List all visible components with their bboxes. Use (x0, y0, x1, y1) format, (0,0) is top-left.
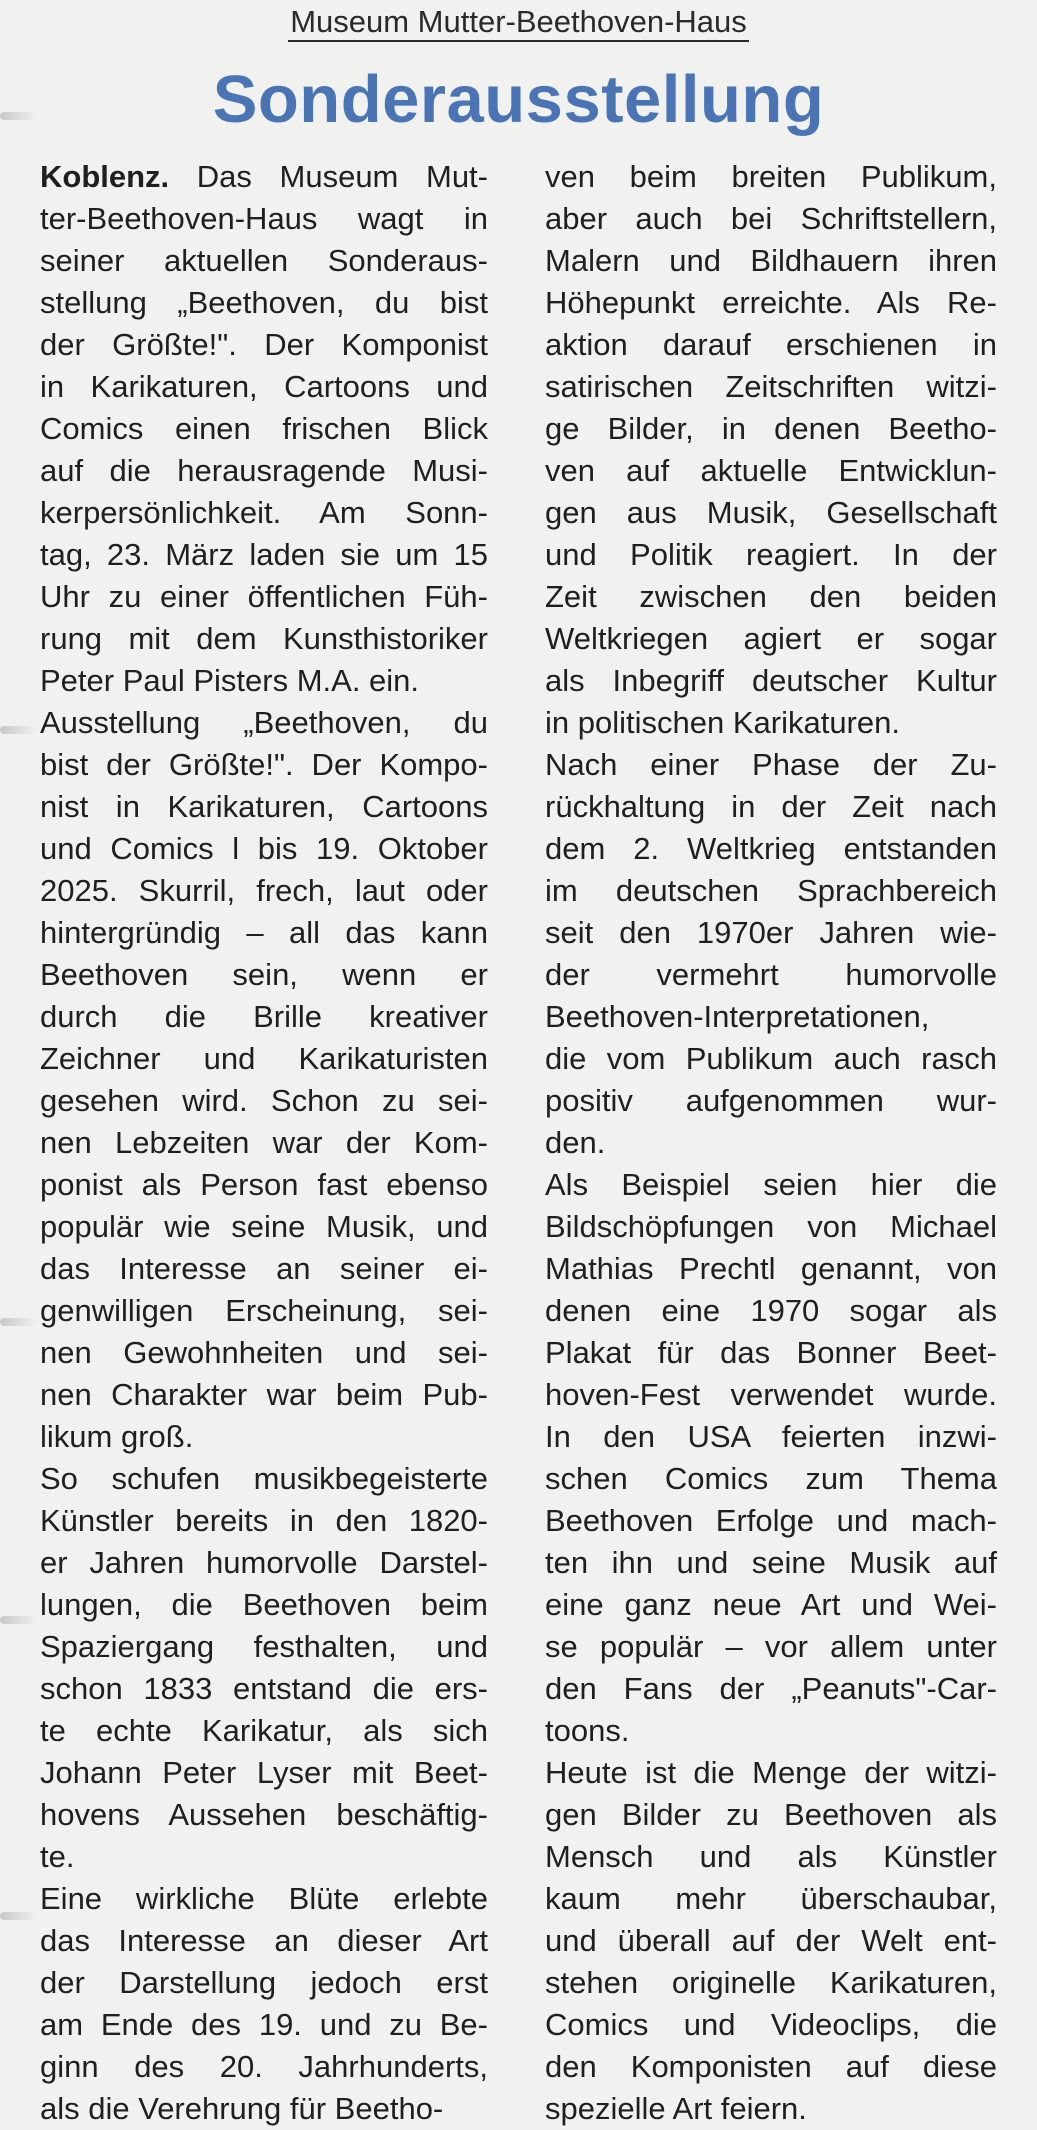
paper-edge-mark (0, 1616, 38, 1624)
text-line: satirischen Zeitschriften witzi- (545, 369, 997, 404)
paper-edge-mark (0, 726, 38, 734)
text-line: gen Bilder zu Beethoven als (545, 1797, 997, 1832)
text-line: stellung „Beethoven, du bist (40, 285, 488, 320)
text-line: schen Comics zum Thema (545, 1461, 997, 1496)
text-line: am Ende des 19. und zu Be- (40, 2007, 488, 2042)
text-line: Mensch und als Künstler (545, 1839, 997, 1874)
text-line: Als Beispiel seien hier die (545, 1167, 997, 1202)
text-line: Nach einer Phase der Zu- (545, 747, 997, 782)
article-column-left (40, 156, 488, 2130)
text-line: nist in Karikaturen, Cartoons (40, 789, 488, 824)
text-line (40, 156, 488, 198)
text-line: im deutschen Sprachbereich (545, 873, 997, 908)
text-line: ven beim breiten Publikum, (545, 159, 997, 194)
text-line: Malern und Bildhauern ihren (545, 243, 997, 278)
text-line: Bildschöpfungen von Michael (545, 1209, 997, 1244)
text-line: Comics und Videoclips, die (545, 2007, 997, 2042)
text-line: Mathias Prechtl genannt, von (545, 1251, 997, 1286)
text-line: Beethoven-Interpretationen, (545, 999, 930, 1034)
text-line: Künstler bereits in den 1820- (40, 1503, 488, 1538)
text-line: und überall auf der Welt ent- (545, 1923, 997, 1958)
paper-edge-mark (0, 1318, 38, 1326)
text-line: gesehen wird. Schon zu sei- (40, 1083, 488, 1118)
paper-edge-mark (0, 1912, 38, 1920)
kicker-text: Museum Mutter-Beethoven-Haus (288, 4, 749, 42)
text-line: auf die herausragende Musi- (40, 453, 488, 488)
text-line: Weltkriegen agiert er sogar (545, 621, 997, 656)
text-line: das Interesse an seiner ei- (40, 1251, 488, 1286)
text-line: hovens Aussehen beschäftig- (40, 1797, 488, 1832)
text-line: ten ihn und seine Musik auf (545, 1545, 997, 1580)
article-column-right (545, 156, 997, 2130)
text-line: schon 1833 entstand die ers- (40, 1671, 488, 1706)
text-line: und Politik reagiert. In der (545, 537, 997, 572)
text-line: hoven-Fest verwendet wurde. (545, 1377, 997, 1412)
text-line: se populär – vor allem unter (545, 1629, 997, 1664)
text-line: den Fans der „Peanuts"-Car- (545, 1671, 997, 1706)
text-line: in politischen Karikaturen. (545, 705, 900, 740)
text-line: der Darstellung jedoch erst (40, 1965, 488, 2000)
text-line: Comics einen frischen Blick (40, 411, 488, 446)
article-kicker (0, 4, 1037, 40)
text-line: durch die Brille kreativer (40, 999, 488, 1034)
text-line: er Jahren humorvolle Darstel- (40, 1545, 488, 1580)
text-line: te. (40, 1839, 75, 1874)
article-headline: Sonderausstellung (212, 62, 825, 137)
text-line: in Karikaturen, Cartoons und (40, 369, 488, 404)
text-line: dem 2. Weltkrieg entstanden (545, 831, 997, 866)
text-line: Beethoven Erfolge und mach- (545, 1503, 997, 1538)
text-line: Zeit zwischen den beiden (545, 579, 997, 614)
text-line: hintergründig – all das kann (40, 915, 488, 950)
text-line: In den USA feierten inzwi- (545, 1419, 997, 1454)
text-line: denen eine 1970 sogar als (545, 1293, 997, 1328)
text-line: den Komponisten auf diese (545, 2049, 997, 2084)
text-line: Ausstellung „Beethoven, du (40, 705, 488, 740)
text-line: das Interesse an dieser Art (40, 1923, 488, 1958)
text-line: Höhepunkt erreichte. Als Re- (545, 285, 997, 320)
text-line: der Größte!". Der Komponist (40, 327, 488, 362)
text-line: aber auch bei Schriftstellern, (545, 201, 997, 236)
text-line: likum groß. (40, 1419, 194, 1454)
text-line: Spaziergang festhalten, und (40, 1629, 488, 1664)
text-line: seiner aktuellen Sonderaus- (40, 243, 488, 278)
text-line: ginn des 20. Jahrhunderts, (40, 2049, 488, 2084)
text-line: genwilligen Erscheinung, sei- (40, 1293, 488, 1328)
text-line: Heute ist die Menge der witzi- (545, 1755, 997, 1790)
text-line: den. (545, 1125, 606, 1160)
text-line: populär wie seine Musik, und (40, 1209, 488, 1244)
text-line: kerpersönlichkeit. Am Sonn- (40, 495, 488, 530)
text-line: die vom Publikum auch rasch (545, 1041, 997, 1076)
text-line: ponist als Person fast ebenso (40, 1167, 488, 1202)
text-line: toons. (545, 1713, 630, 1748)
text-line: Plakat für das Bonner Beet- (545, 1335, 997, 1370)
text-line: seit den 1970er Jahren wie- (545, 915, 997, 950)
text-line: und Comics l bis 19. Oktober (40, 831, 488, 866)
text-line: der vermehrt humorvolle (545, 957, 997, 992)
text-line: positiv aufgenommen wur- (545, 1083, 997, 1118)
text-line: Eine wirkliche Blüte erlebte (40, 1881, 488, 1916)
text-line: So schufen musikbegeisterte (40, 1461, 488, 1496)
text-line: te echte Karikatur, als sich (40, 1713, 488, 1748)
text-line: rückhaltung in der Zeit nach (545, 789, 997, 824)
text-line: nen Lebzeiten war der Kom- (40, 1125, 488, 1160)
text-line: Zeichner und Karikaturisten (40, 1041, 488, 1076)
text-line: Johann Peter Lyser mit Beet- (40, 1755, 488, 1790)
text-line: eine ganz neue Art und Wei- (545, 1587, 997, 1622)
text-line: 2025. Skurril, frech, laut oder (40, 873, 488, 908)
text-line: spezielle Art feiern. (545, 2091, 807, 2126)
text-line: stehen originelle Karikaturen, (545, 1965, 997, 2000)
text-line: als Inbegriff deutscher Kultur (545, 663, 997, 698)
text-line: Uhr zu einer öffentlichen Füh- (40, 579, 488, 614)
text-line: gen aus Musik, Gesellschaft (545, 495, 997, 530)
text-line: aktion darauf erschienen in (545, 327, 997, 362)
text-line: ge Bilder, in denen Beetho- (545, 411, 997, 446)
text-line: nen Gewohnheiten und sei- (40, 1335, 488, 1370)
text-line: als die Verehrung für Beetho- (40, 2091, 444, 2126)
text-line: lungen, die Beethoven beim (40, 1587, 488, 1622)
text-line: kaum mehr überschaubar, (545, 1881, 997, 1916)
text-line: tag, 23. März laden sie um 15 (40, 537, 488, 572)
text-span: Das Museum Mut- (169, 159, 488, 194)
text-line: ven auf aktuelle Entwicklun- (545, 453, 997, 488)
text-line: Peter Paul Pisters M.A. ein. (40, 663, 420, 698)
text-line: Beethoven sein, wenn er (40, 957, 488, 992)
text-line: bist der Größte!". Der Kompo- (40, 747, 488, 782)
text-line: rung mit dem Kunsthistoriker (40, 621, 488, 656)
dateline-location: Koblenz. (40, 159, 170, 194)
text-line: ter-Beethoven-Haus wagt in (40, 201, 488, 236)
text-line: nen Charakter war beim Pub- (40, 1377, 488, 1412)
